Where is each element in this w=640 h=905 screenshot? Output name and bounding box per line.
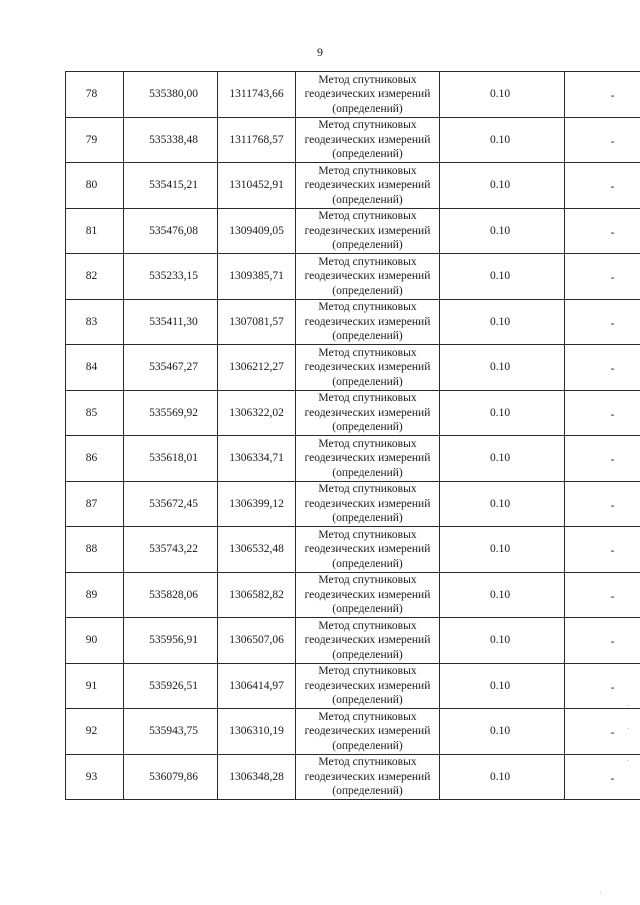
table-row: [66, 117, 640, 163]
x-coordinate-cell-text: 535467,27: [149, 361, 198, 374]
y-coordinate-cell-text: 1310452,91: [229, 179, 284, 192]
x-coordinate-cell: [124, 663, 218, 709]
method-line: Метод спутниковых: [318, 619, 417, 632]
accuracy-cell: [440, 390, 565, 436]
method-line: Метод спутниковых: [318, 210, 417, 222]
point-number-cell-text: 89: [85, 588, 98, 601]
point-number-cell: [66, 117, 124, 163]
x-coordinate-cell-text: 535233,15: [149, 270, 198, 283]
method-line: геодезических измерений: [304, 452, 431, 464]
point-number-cell-text: 85: [85, 406, 98, 419]
method-line: Метод спутниковых: [318, 346, 417, 359]
point-number-cell-text: 92: [85, 725, 98, 738]
point-number-cell-text: 84: [85, 361, 98, 374]
y-coordinate-cell-text: 1306507,06: [229, 634, 284, 647]
method-line: Метод спутниковых: [318, 483, 417, 495]
table-row: [66, 663, 640, 709]
y-coordinate-cell-text: 1306322,02: [229, 406, 284, 419]
point-number-cell: [66, 572, 124, 618]
x-coordinate-cell-text: 535380,00: [149, 88, 198, 101]
note-cell: [565, 254, 640, 300]
note-cell-text: -: [610, 681, 615, 694]
y-coordinate-cell: [218, 163, 296, 209]
method-line: Метод спутниковых: [318, 301, 417, 313]
x-coordinate-cell-text: 535476,08: [149, 224, 198, 237]
accuracy-cell-text: 0.10: [489, 770, 511, 783]
method-line: геодезических измерений: [304, 270, 431, 282]
method-line: Метод спутниковых: [318, 437, 417, 450]
accuracy-cell: [440, 436, 565, 482]
x-coordinate-cell-text: 535926,51: [149, 679, 198, 692]
method-line: геодезических измерений: [304, 588, 431, 601]
y-coordinate-cell-text: 1306310,19: [229, 725, 284, 738]
x-coordinate-cell: [124, 436, 218, 482]
y-coordinate-cell: [218, 572, 296, 618]
page-number: 9: [317, 45, 323, 59]
accuracy-cell-text: 0.10: [489, 452, 511, 465]
method-cell: [296, 163, 440, 209]
point-number-cell-text: 88: [85, 543, 98, 556]
method-line: Метод спутниковых: [318, 119, 417, 131]
method-line: Метод спутниковых: [318, 528, 417, 541]
note-cell-text: -: [610, 772, 615, 785]
point-number-cell-text: 81: [85, 224, 98, 237]
y-coordinate-cell: [218, 436, 296, 482]
accuracy-cell: [440, 254, 565, 300]
point-number-cell: [66, 663, 124, 709]
method-line: Метод спутниковых: [318, 665, 417, 677]
note-cell-text: -: [610, 590, 615, 603]
y-coordinate-cell-text: 1307081,57: [229, 315, 284, 328]
y-coordinate-cell-text: 1311743,66: [229, 88, 284, 101]
y-coordinate-cell: [218, 618, 296, 664]
table-row: [66, 72, 640, 118]
method-line: Метод спутниковых: [318, 756, 417, 768]
method-line: геодезических измерений: [304, 133, 431, 146]
y-coordinate-cell-text: 1306212,27: [229, 361, 284, 374]
accuracy-cell: [440, 208, 565, 254]
note-cell: [565, 709, 640, 755]
accuracy-cell-text: 0.10: [489, 634, 511, 647]
y-coordinate-cell: [218, 72, 296, 118]
note-cell-text: -: [610, 408, 615, 421]
point-number-cell-text: 93: [85, 770, 98, 783]
method-line: Метод спутниковых: [318, 574, 417, 586]
method-line: геодезических измерений: [304, 497, 431, 510]
accuracy-cell: [440, 481, 565, 527]
accuracy-cell-text: 0.10: [489, 543, 511, 556]
table-row: [66, 345, 640, 391]
method-line: геодезических измерений: [304, 679, 431, 692]
method-line: (определений): [332, 284, 403, 297]
note-cell-text: -: [610, 363, 615, 376]
x-coordinate-cell-text: 535828,06: [149, 588, 198, 601]
method-line: (определений): [332, 375, 403, 388]
note-cell: [565, 663, 640, 709]
method-cell: [296, 663, 440, 709]
y-coordinate-cell-text: 1306348,28: [229, 770, 284, 783]
method-cell: [296, 390, 440, 436]
y-coordinate-cell: [218, 254, 296, 300]
method-line: Метод спутниковых: [318, 164, 417, 177]
method-line: (определений): [332, 148, 403, 160]
point-number-cell: [66, 254, 124, 300]
note-cell-text: -: [610, 317, 615, 330]
note-cell: [565, 436, 640, 482]
point-number-cell-text: 82: [85, 270, 98, 283]
method-cell: [296, 345, 440, 391]
method-cell: [296, 299, 440, 345]
y-coordinate-cell: [218, 299, 296, 345]
method-line: геодезических измерений: [304, 770, 431, 783]
x-coordinate-cell-text: 535743,22: [149, 543, 198, 556]
y-coordinate-cell: [218, 754, 296, 800]
y-coordinate-cell-text: 1306334,71: [229, 452, 284, 465]
method-line: геодезических измерений: [304, 179, 431, 191]
scan-speck: [627, 760, 628, 761]
method-line: (определений): [332, 603, 403, 615]
point-number-cell: [66, 709, 124, 755]
accuracy-cell-text: 0.10: [489, 270, 511, 283]
table-row: [66, 572, 640, 618]
y-coordinate-cell: [218, 208, 296, 254]
accuracy-cell-text: 0.10: [489, 88, 511, 101]
x-coordinate-cell: [124, 208, 218, 254]
point-number-cell-text: 86: [85, 452, 98, 465]
accuracy-cell: [440, 754, 565, 800]
note-cell: [565, 299, 640, 345]
method-line: (определений): [332, 694, 403, 706]
point-number-cell-text: 91: [85, 679, 98, 692]
method-line: (определений): [332, 421, 403, 433]
accuracy-cell: [440, 117, 565, 163]
accuracy-cell-text: 0.10: [489, 497, 511, 510]
method-cell: [296, 754, 440, 800]
note-cell: [565, 527, 640, 573]
method-line: (определений): [332, 785, 403, 797]
y-coordinate-cell: [218, 345, 296, 391]
accuracy-cell: [440, 618, 565, 664]
note-cell-text: -: [610, 545, 615, 558]
point-number-cell-text: 83: [85, 315, 98, 328]
note-cell: [565, 754, 640, 800]
method-line: Метод спутниковых: [318, 73, 417, 86]
x-coordinate-cell: [124, 709, 218, 755]
point-number-cell-text: 87: [85, 497, 98, 510]
accuracy-cell-text: 0.10: [489, 406, 511, 419]
table-row: [66, 299, 640, 345]
accuracy-cell: [440, 345, 565, 391]
accuracy-cell-text: 0.10: [489, 679, 511, 692]
note-cell-text: -: [610, 226, 615, 239]
y-coordinate-cell-text: 1311768,57: [229, 133, 284, 146]
y-coordinate-cell: [218, 481, 296, 527]
method-line: (определений): [332, 102, 403, 115]
y-coordinate-cell-text: 1306414,97: [229, 679, 284, 692]
method-line: геодезических измерений: [304, 315, 431, 328]
method-line: (определений): [332, 648, 403, 661]
method-line: Метод спутниковых: [318, 255, 417, 268]
accuracy-cell-text: 0.10: [489, 315, 511, 328]
note-cell: [565, 208, 640, 254]
method-line: Метод спутниковых: [318, 392, 417, 404]
x-coordinate-cell: [124, 72, 218, 118]
y-coordinate-cell-text: 1306582,82: [229, 588, 284, 601]
accuracy-cell-text: 0.10: [489, 588, 511, 601]
table-row: [66, 618, 640, 664]
x-coordinate-cell-text: 535569,92: [149, 406, 198, 419]
point-number-cell: [66, 163, 124, 209]
x-coordinate-cell: [124, 481, 218, 527]
point-number-cell-text: 90: [85, 634, 98, 647]
note-cell-text: -: [610, 727, 615, 740]
note-cell: [565, 345, 640, 391]
note-cell: [565, 117, 640, 163]
accuracy-cell-text: 0.10: [489, 725, 511, 738]
accuracy-cell-text: 0.10: [489, 361, 511, 374]
point-number-cell: [66, 390, 124, 436]
point-number-cell-text: 79: [85, 133, 98, 146]
note-cell-text: -: [610, 272, 615, 285]
method-cell: [296, 117, 440, 163]
accuracy-cell: [440, 299, 565, 345]
x-coordinate-cell-text: 535415,21: [149, 179, 198, 192]
method-line: геодезических измерений: [304, 543, 431, 555]
x-coordinate-cell-text: 535338,48: [149, 133, 198, 146]
note-cell-text: -: [610, 90, 615, 103]
point-number-cell: [66, 436, 124, 482]
method-line: (определений): [332, 239, 403, 251]
accuracy-cell: [440, 572, 565, 618]
x-coordinate-cell-text: 535956,91: [149, 634, 198, 647]
method-cell: [296, 572, 440, 618]
method-cell: [296, 709, 440, 755]
y-coordinate-cell: [218, 709, 296, 755]
y-coordinate-cell: [218, 527, 296, 573]
y-coordinate-cell-text: 1309409,05: [229, 224, 284, 237]
point-number-cell: [66, 481, 124, 527]
x-coordinate-cell-text: 535672,45: [149, 497, 198, 510]
method-line: Метод спутниковых: [318, 710, 417, 723]
method-line: геодезических измерений: [304, 725, 431, 737]
accuracy-cell-text: 0.10: [489, 179, 511, 192]
y-coordinate-cell: [218, 390, 296, 436]
point-number-cell-text: 78: [85, 88, 98, 101]
method-line: (определений): [332, 193, 403, 206]
note-cell: [565, 163, 640, 209]
point-number-cell: [66, 618, 124, 664]
table-row: [66, 163, 640, 209]
method-cell: [296, 436, 440, 482]
method-cell: [296, 254, 440, 300]
x-coordinate-cell: [124, 117, 218, 163]
note-cell-text: -: [610, 181, 615, 194]
method-line: геодезических измерений: [304, 361, 431, 373]
table-row: [66, 208, 640, 254]
scan-speck: [600, 892, 601, 893]
method-line: (определений): [332, 512, 403, 524]
method-cell: [296, 208, 440, 254]
accuracy-cell: [440, 163, 565, 209]
x-coordinate-cell: [124, 618, 218, 664]
method-line: геодезических измерений: [304, 224, 431, 237]
x-coordinate-cell-text: 536079,86: [149, 770, 198, 783]
accuracy-cell-text: 0.10: [489, 224, 511, 237]
note-cell-text: -: [610, 636, 615, 649]
table-row: [66, 527, 640, 573]
x-coordinate-cell: [124, 345, 218, 391]
x-coordinate-cell: [124, 163, 218, 209]
x-coordinate-cell: [124, 527, 218, 573]
scan-speck: [628, 705, 629, 706]
note-cell: [565, 481, 640, 527]
note-cell: [565, 572, 640, 618]
y-coordinate-cell-text: 1306532,48: [229, 543, 284, 556]
note-cell-text: -: [610, 454, 615, 467]
method-line: геодезических измерений: [304, 634, 431, 646]
method-line: геодезических измерений: [304, 406, 431, 419]
point-number-cell: [66, 72, 124, 118]
table-row: [66, 709, 640, 755]
table-row: [66, 436, 640, 482]
point-number-cell: [66, 208, 124, 254]
y-coordinate-cell: [218, 663, 296, 709]
scan-speck: [628, 728, 629, 729]
note-cell: [565, 390, 640, 436]
method-cell: [296, 527, 440, 573]
method-cell: [296, 481, 440, 527]
x-coordinate-cell-text: 535411,30: [149, 315, 198, 328]
note-cell: [565, 72, 640, 118]
x-coordinate-cell-text: 535943,75: [149, 725, 198, 738]
table-row: [66, 390, 640, 436]
y-coordinate-cell-text: 1306399,12: [229, 497, 284, 510]
x-coordinate-cell: [124, 390, 218, 436]
x-coordinate-cell-text: 535618,01: [149, 452, 198, 465]
point-number-cell: [66, 527, 124, 573]
accuracy-cell: [440, 709, 565, 755]
table-row: [66, 254, 640, 300]
coordinates-table: [65, 71, 640, 800]
table-row: [66, 754, 640, 800]
accuracy-cell: [440, 663, 565, 709]
method-line: (определений): [332, 557, 403, 570]
point-number-cell-text: 80: [85, 179, 98, 192]
point-number-cell: [66, 754, 124, 800]
y-coordinate-cell-text: 1309385,71: [229, 270, 284, 283]
x-coordinate-cell: [124, 572, 218, 618]
table-row: [66, 481, 640, 527]
x-coordinate-cell: [124, 299, 218, 345]
method-cell: [296, 72, 440, 118]
method-line: (определений): [332, 330, 403, 342]
method-line: (определений): [332, 739, 403, 752]
accuracy-cell: [440, 72, 565, 118]
accuracy-cell-text: 0.10: [489, 133, 511, 146]
method-cell: [296, 618, 440, 664]
y-coordinate-cell: [218, 117, 296, 163]
point-number-cell: [66, 299, 124, 345]
x-coordinate-cell: [124, 254, 218, 300]
point-number-cell: [66, 345, 124, 391]
note-cell-text: -: [610, 499, 615, 512]
method-line: геодезических измерений: [304, 88, 431, 100]
method-line: (определений): [332, 466, 403, 479]
x-coordinate-cell: [124, 754, 218, 800]
coordinates-table-body: [66, 72, 640, 800]
note-cell-text: -: [610, 135, 615, 148]
note-cell: [565, 618, 640, 664]
accuracy-cell: [440, 527, 565, 573]
